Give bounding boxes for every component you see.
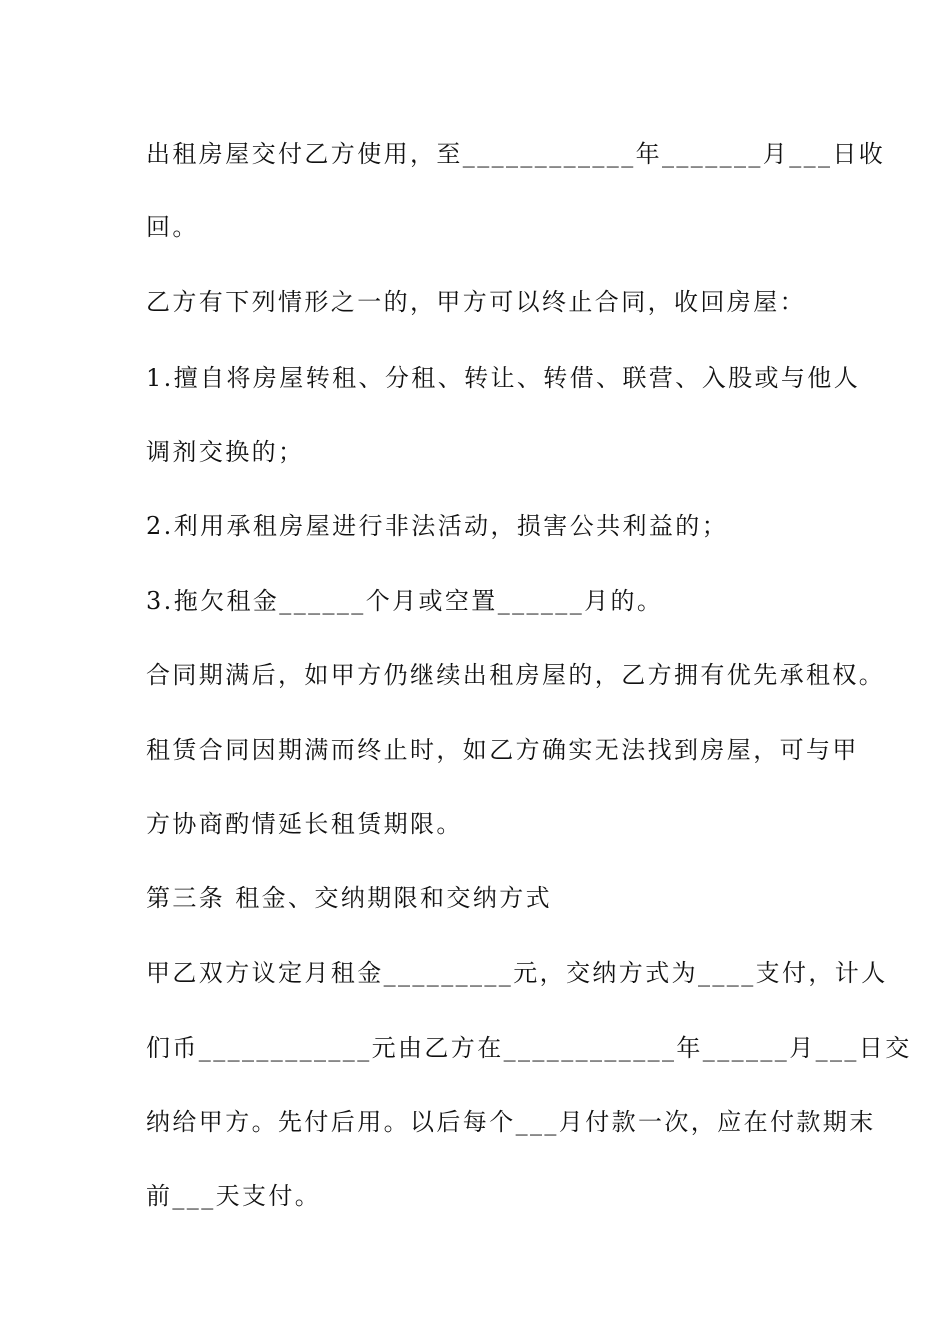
section-heading: 第三条 租金、交纳期限和交纳方式 xyxy=(146,884,553,912)
list-item: 1.擅自将房屋转租、分租、转让、转借、联营、入股或与他人 xyxy=(146,364,861,392)
paragraph-line: 合同期满后，如甲方仍继续出租房屋的，乙方拥有优先承租权。 xyxy=(146,661,886,689)
list-item: 2.利用承租房屋进行非法活动，损害公共利益的； xyxy=(146,512,729,540)
paragraph-line: 租赁合同因期满而终止时，如乙方确实无法找到房屋，可与甲 xyxy=(146,736,859,764)
list-item: 3.拖欠租金______个月或空置______月的。 xyxy=(146,587,664,615)
paragraph-line: 们币____________元由乙方在____________年______月___日交 xyxy=(146,1034,912,1062)
paragraph-line: 甲乙双方议定月租金_________元，交纳方式为____支付，计人 xyxy=(146,959,888,987)
paragraph-line: 回。 xyxy=(146,213,199,241)
paragraph-line: 方协商酌情延长租赁期限。 xyxy=(146,810,463,838)
paragraph-line: 出租房屋交付乙方使用，至____________年_______月___日收 xyxy=(146,140,886,168)
paragraph-line: 乙方有下列情形之一的，甲方可以终止合同，收回房屋： xyxy=(146,288,806,316)
paragraph-line: 前___天支付。 xyxy=(146,1182,322,1210)
paragraph-line: 纳给甲方。先付后用。以后每个___月付款一次，应在付款期末 xyxy=(146,1108,876,1136)
list-item: 调剂交换的； xyxy=(146,438,305,466)
